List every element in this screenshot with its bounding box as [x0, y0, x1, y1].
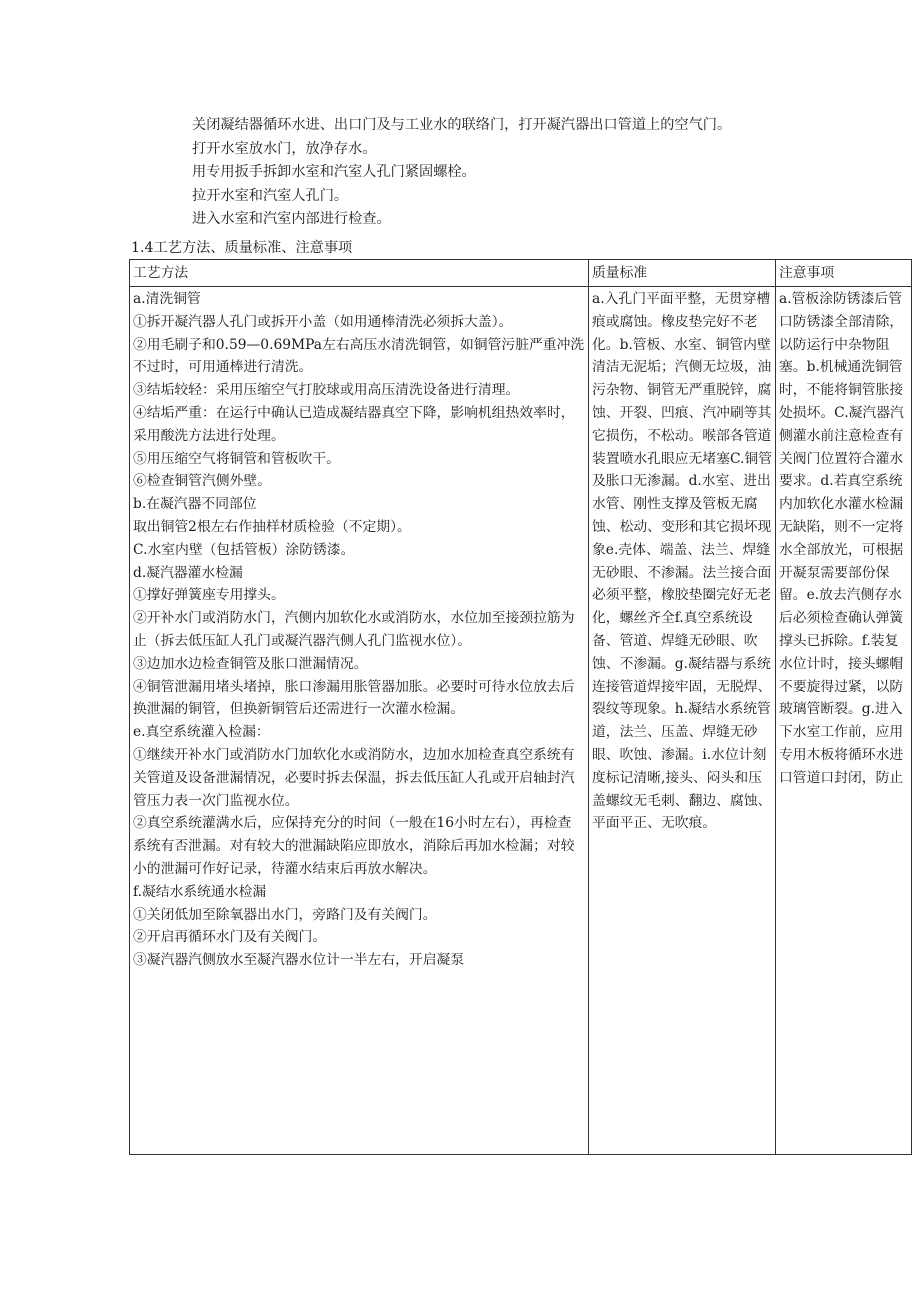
- header-method: 工艺方法: [130, 260, 589, 287]
- method-line: ③边加水边检查铜管及胀口泄漏情况。: [133, 655, 368, 672]
- method-line: ⑤用压缩空气将铜管和管板吹干。: [133, 450, 340, 467]
- method-line: ③凝汽器汽侧放水至凝汽器水位计一半左右，开启凝泵: [133, 952, 465, 969]
- table-row: [130, 287, 912, 1155]
- method-line: ④铜管泄漏用堵头堵掉，胀口渗漏用胀管器加胀。必要时可待水位放去后换泄漏的铜管，但换新铜管后还需进行一次灌水检漏。: [133, 678, 575, 718]
- notes-cell: a.管板涂防锈漆后管口防锈漆全部清除，以防运行中杂物阻塞。b.机械通洗铜管时，不能将铜管胀接处损坏。C.凝汽器汽侧灌水前注意检查有关阀门位置符合灌水要求。d.若真空系统内加软化水灌水检漏无缺陷，则不一定将水全部放光，可根据开凝泵需要部份保留。e.放去汽侧存水后必须检查确认弹簧撑头已拆除。f.装复水位计时，接头螺帽不要旋得过紧，以防玻璃管断裂。g.进入下水室工作前，应用专用木板将循环水进口管道口封闭，防止: [776, 287, 912, 1155]
- method-line: ③结垢较轻：采用压缩空气打胶球或用高压清洗设备进行清理。: [133, 382, 520, 399]
- process-table: [129, 259, 912, 1155]
- method-line: ①关闭低加至除氧器出水门，旁路门及有关阀门。: [133, 906, 437, 923]
- method-line: ②用毛刷子和0.59—0.69MPa左右高压水清洗铜管，如铜管污脏严重冲洗不过时，可用通棒进行清洗。: [133, 336, 585, 376]
- method-line: ②开补水门或消防水门，汽侧内加软化水或消防水，水位加至接颈拉筋为止（拆去低压缸人孔门或凝汽器汽侧人孔门监视水位）。: [133, 610, 575, 649]
- method-cell: [130, 287, 589, 1155]
- intro-step: 进入水室和汽室内部进行检查。: [192, 211, 391, 228]
- method-line: ②开启再循环水门及有关阀门。: [133, 929, 327, 946]
- method-line: ①拆开凝汽器人孔门或拆开小盖（如用通棒清洗必须拆大盖）。: [133, 313, 513, 330]
- method-line: ④结垢严重：在运行中确认已造成凝结器真空下降，影响机组热效率时，采用酸洗方法进行处理。: [133, 404, 575, 444]
- intro-step: 用专用扳手拆卸水室和汽室人孔门紧固螺栓。: [192, 164, 476, 181]
- table-header-row: [130, 260, 912, 287]
- intro-step: 拉开水室和汽室人孔门。: [192, 187, 349, 204]
- section-title: 1.4工艺方法、质量标准、注意事项: [131, 240, 353, 256]
- method-line: ⑥检查铜管汽侧外壁。: [133, 473, 271, 490]
- header-notes: 注意事项: [776, 260, 912, 287]
- method-line: C.水室内壁（包括管板）涂防锈漆。: [133, 541, 355, 558]
- method-line: ②真空系统灌满水后，应保持充分的时间（一般在16小时左右），再检查系统有否泄漏。对有较大的泄漏缺陷应即放水，消除后再加水检漏；对较小的泄漏可作好记录，待灌水结束后再放水解决。: [133, 815, 575, 877]
- method-line: f.凝结水系统通水检漏: [133, 883, 267, 900]
- intro-step: 关闭凝结器循环水进、出口门及与工业水的联络门，打开凝汽器出口管道上的空气门。: [192, 117, 732, 133]
- intro-step: 打开水室放水门，放净存水。: [192, 140, 377, 157]
- method-line: 取出铜管2根左右作抽样材质检验（不定期）。: [133, 518, 411, 535]
- header-quality: 质量标准: [589, 260, 776, 287]
- method-line: b.在凝汽器不同部位: [133, 496, 257, 513]
- method-line: a.清洗铜管: [133, 291, 201, 307]
- method-line: ①继续开补水门或消防水门加软化水或消防水，边加水加检查真空系统有关管道及设备泄漏情况，必要时拆去保温，拆去低压缸人孔或开启轴封汽管压力表一次门监视水位。: [133, 746, 575, 809]
- method-line: ①撑好弹簧座专用撑头。: [133, 587, 285, 604]
- method-line: d.凝汽器灌水检漏: [133, 564, 243, 581]
- method-line: e.真空系统灌入检漏：: [133, 724, 270, 741]
- quality-cell: a.入孔门平面平整，无贯穿槽痕或腐蚀。橡皮垫完好不老化。b.管板、水室、铜管内壁清洁无泥垢；汽侧无垃圾，油污杂物、铜管无严重脱锌，腐蚀、开裂、凹痕、汽冲刷等其它损伤，不松动。喉部各管道装置喷水孔眼应无堵塞C.铜管及胀口无渗漏。d.水室、进出水管、刚性支撑及管板无腐蚀、松动、变形和其它损坏现象e.壳体、端盖、法兰、焊缝无砂眼、不渗漏。法兰接合面必须平整，橡胶垫圈完好无老化，螺丝齐全f.真空系统设备、管道、焊缝无砂眼、吹蚀、不渗漏。g.凝结器与系统连接管道焊接牢固，无脱焊、裂纹等现象。h.凝结水系统管道，法兰、压盖、焊缝无砂眼、吹蚀、渗漏。i.水位计刻度标记清晰,接头、闷头和压盖螺纹无毛刺、翻边、腐蚀、平面平正、无吹痕。: [589, 287, 776, 1155]
- intro-steps: [192, 114, 902, 232]
